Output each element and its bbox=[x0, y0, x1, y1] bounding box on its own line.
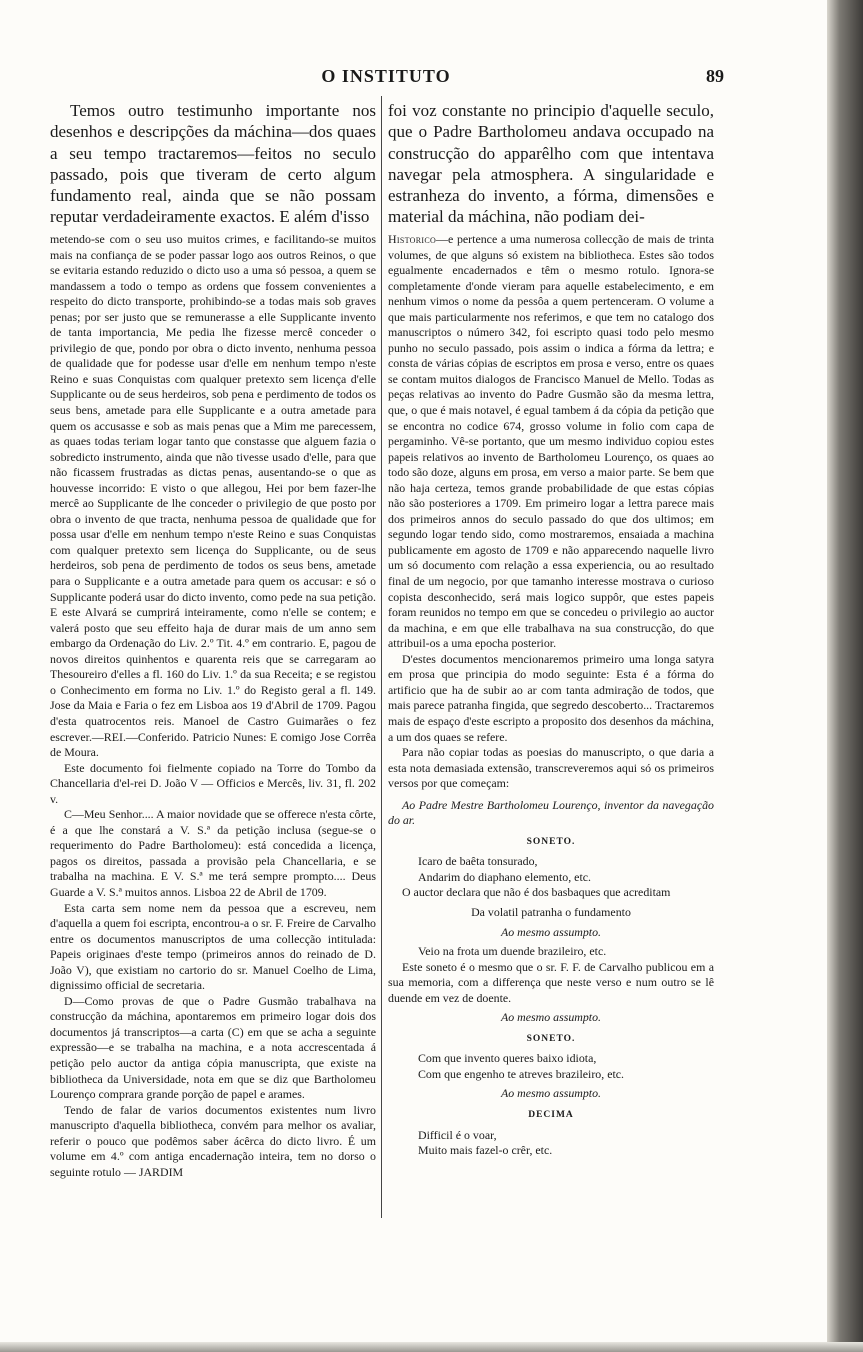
verse-line: Com que invento queres baixo idiota, bbox=[418, 1051, 597, 1066]
verse-line: Muito mais fazel-o crêr, etc. bbox=[418, 1143, 553, 1158]
page-header bbox=[56, 66, 724, 94]
poem-label: SONETO. bbox=[526, 1033, 576, 1044]
note-paragraph: D—Como provas de que o Padre Gusmão trabalhava na construcção da máchina, apontaremos em primeiro logar dois dos documentos já transcriptos—a carta (C) em que se acha a seguinte expressão—e se trabalha na machina, e a nota accrescentada á petição pelo auctor da antiga cópia manuscripta, que existe na bibliotheca da Universidade, nota em que se diz que Bartholomeu Lourenço comprara grande porção de papel e arames. bbox=[50, 993, 376, 1102]
poem-subtitle: Ao mesmo assumpto. bbox=[500, 1010, 602, 1025]
lead-text-left bbox=[50, 100, 376, 228]
poem-dedication: Ao Padre Mestre Bartholomeu Lourenço, inventor da navegação do ar. bbox=[388, 797, 714, 828]
note-paragraph bbox=[388, 232, 714, 652]
book-binding bbox=[827, 0, 863, 1352]
verse-line: Veio na frota um duende brazileiro, etc. bbox=[418, 944, 607, 959]
note-paragraph: Esta carta sem nome nem da pessoa que a escreveu, nem d'aquella a quem foi escripta, encontrou-a o sr. F. Freire de Carvalho entre os documentos manuscriptos de uma collecção intitulada: Papeis originaes d'este tempo (primeiros annos do reinado de D. João V), que existiam no cartorio do sr. Manuel Coelho de Lima, dignissimo official de secretaria. bbox=[50, 900, 376, 993]
verse-line: Difficil é o voar, bbox=[418, 1127, 497, 1142]
verse-line: Andarim do diaphano elemento, etc. bbox=[418, 869, 592, 884]
note-paragraph: C—Meu Senhor.... A maior novidade que se offerece n'esta côrte, é a que lhe constará a V. S.ª da petição inclusa (segue-se o requerimento do Padre Bartholomeu): está concedida a licença, pagos os direitos, passada a provisão pela Chancellaria, e se trabalha na machina. E V. S.ª me terá sempre prompto.... Deus Guarde a V. S.ª muitos annos. Lisboa 22 de Abril de 1709. bbox=[50, 807, 376, 899]
note-paragraph: O auctor declara que não é dos basbaques que acreditam bbox=[402, 885, 671, 900]
poem-subtitle: Ao mesmo assumpto. bbox=[500, 1086, 602, 1101]
poem-subtitle: Ao mesmo assumpto. bbox=[500, 924, 602, 939]
note-paragraph: Tendo de falar de varios documentos existentes num livro manuscripto d'aquella bibliotheca, convém para melhor os avaliar, referir o pouco que podêmos saber ácêrca do dicto livro. É um volume em 4.º com antiga encadernação inteira, tem no dorso o seguinte rotulo — JARDIM bbox=[50, 1102, 376, 1179]
page-bottom-edge bbox=[0, 1342, 863, 1352]
lead-text-right bbox=[388, 100, 714, 228]
column-divider bbox=[381, 96, 382, 1218]
note-paragraph: Para não copiar todas as poesias do manuscripto, o que daria a esta nota demasiada extensão, transcreveremos aqui só os primeiros versos por que começam: bbox=[388, 745, 714, 791]
note-paragraph: Este documento foi fielmente copiado na Torre do Tombo da Chancellaria d'el-rei D. João V — Officios e Mercês, liv. 31, fl. 202 v. bbox=[50, 760, 376, 806]
note-paragraph: Este soneto é o mesmo que o sr. F. F. de Carvalho publicou em a sua memoria, com a differença que neste verso e num outro se lê duende em vez de doente. bbox=[388, 959, 714, 1005]
verse-line: Com que engenho te atreves brazileiro, etc. bbox=[418, 1066, 625, 1081]
lead-paragraph-right: foi voz constante no principio d'aquelle seculo, que o Padre Bartholomeu andava occupado na construcção do apparêlho com que intentava navegar pela atmosphera. A singularidade e estranheza do invento, a fórma, dimensões e material da máchina, não podiam dei- bbox=[388, 101, 714, 227]
running-title: O INSTITUTO bbox=[321, 66, 451, 86]
notes-right-column bbox=[388, 232, 714, 1159]
verse-line: Da volatil patranha o fundamento bbox=[471, 904, 631, 919]
note-paragraph: D'estes documentos mencionaremos primeiro uma longa satyra em prosa que principia do modo seguinte: Esta é a fórma do artificio que ha de subir ao ar com tanta admiração de todos, que mais parece patranha fingida, que segredo descoberto... Tractaremos mais de espaço d'este escripto a proposito dos desenhos da máchina, a um dos quaes se refere. bbox=[388, 651, 714, 744]
lead-paragraph-left: Temos outro testimunho importante nos desenhos e descripções da máchina—dos quaes a seu tempo tractaremos—feitos no seculo passado, pois que tiveram de certo algum fundamento real, ainda que se não possam reputar verdadeiramente exactos. E além d'isso bbox=[50, 101, 376, 227]
poem-label: SONETO. bbox=[526, 836, 576, 847]
note-paragraph: metendo-se com o seu uso muitos crimes, e facilitando-se muitos mais na confiança de se poder passar logo aos outros Reinos, o que se evitaria estando reduzido o dicto uso a uma só pessoa, a quem se mandassem a todo o tempo as ordens que fossem convenientes a respeito do dicto transporte, prohibindo-se a todas mais sob graves penas; por ser justo que se remunerasse a elle Supplicante invento de tanta importancia, Me pedia lhe fizesse mercê conceder o privilegio de que, pondo por obra o dicto invento, nenhuma pessoa de qualidade que for podesse usar d'elle em nenhum tempo n'este Reino e suas Conquistas com qualquer pretexto sem licença d'elle Supplicante ou de seus herdeiros, sob pena e perdimento de todos os seus bens, ametade para elle Supplicante e a outra ametade para quem os accusasse e sob as mais penas que a Mim me parecessem, as quaes todas teriam logar tanto que constasse que alguem fazia o sobredicto instrumento, ainda que não tivesse usado d'elle, para que não ficassem frustradas as dictas penas, ausentando-se o que as houvesse incorrido: E visto o que allegou, Hei por bem fazer-lhe mercê ao Supplicante de lhe conceder o privilegio de que posto por obra o invento de que tracta, nenhuma pessoa de qualidade que for possa usar d'elle em nenhum tempo n'este Reino e suas Conquistas com qualquer pretexto sem licença do Supplicante, ou de seus herdeiros, sob pena de perdimento de todos os seus bens, ametade para o Supplicante e a outra ametade para quem os accusar: e só o Supplicante poderá usar do dicto invento, como pede na sua petição. E este Alvará se cumprirá inteiramente, como n'elle se contem; e valerá posto que seu effeito haja de durar mais de um anno sem embargo da Ordenação do Liv. 2.º Tit. 4.º em contrario. E, pagou de novos direitos quinhentos e quarenta reis que se carregaram ao Thesoureiro d'elles a fl. 160 do Liv. 1.º da sua Receita; e se registou o Conhecimento em forma no Liv. 1.º do Registo geral a fl. 149. Jose da Maia e Faria o fez em Lisboa aos 19 d'Abril de 1709. Pagou d'esta quatrocentos reis. Manoel de Castro Guimarães o fez escrever.—REI.—Conferido. Patricio Nunes: E comigo Jose Corrêa de Moura. bbox=[50, 232, 376, 760]
verse-line: Icaro de baêta tonsurado, bbox=[418, 854, 538, 869]
notes-left-column bbox=[50, 232, 376, 1180]
historico-label: Historico bbox=[388, 232, 437, 246]
page-number: 89 bbox=[706, 66, 724, 86]
note-text: —e pertence a uma numerosa collecção de mais de trinta volumes, de que alguns só existem na bibliotheca. Estes são todos egualmente encadernados e têm o mesmo rotulo. Ignora-se completamente d'onde vieram para aquelle estabelecimento, e em nenhum vimos o nome da pessôa a quem pertenceram. O volume a que mais particularmente nos referimos, e que tem no catalogo dos manuscriptos o número 342, foi escripto quasi todo pelo mesmo punho no seculo passado, pois assim o indica a fórma da lettra; e consta de várias cópias de escriptos em prosa e verso, entre os quaes se contam muitos dialogos de Francisco Manuel de Mello. Todas as peças relativas ao invento do Padre Gusmão são da mesma lettra, que, o que é mais notavel, é egual tambem á da cópia da petição que se encontra no codice 674, grosso volume in folio com capa de pergaminho. Vê-se portanto, que um mesmo individuo copiou estes papeis relativos ao invento de Bartholomeu Lourenço, os quaes ao todo são doze, alguns em prosa, em verso a maior parte. Se bem que não haja certeza, temos grande probabilidade de que estas cópias não são posteriores a 1709. Em primeiro logar a lettra parece mais dos primeiros annos do seculo passado do que dos ultimos; em segundo logar tendo sido, como mostraremos, ensaiada a machina publicamente em agosto de 1709 e não apparecendo naquelle livro um só documento com relação a essa experiencia, ou ao resultado final de um negocio, por que tamanho interesse mostrava o curioso copista desconhecido, será mais logico suppôr, que estes papeis foram reunidos no tempo em que se concedeu o privilegio ao auctor da machina, e em que elle trabalhava na sua construcção, do que attribuil-os a uma epocha posterior. bbox=[388, 232, 714, 651]
poem-label: DECIMA bbox=[528, 1109, 574, 1120]
